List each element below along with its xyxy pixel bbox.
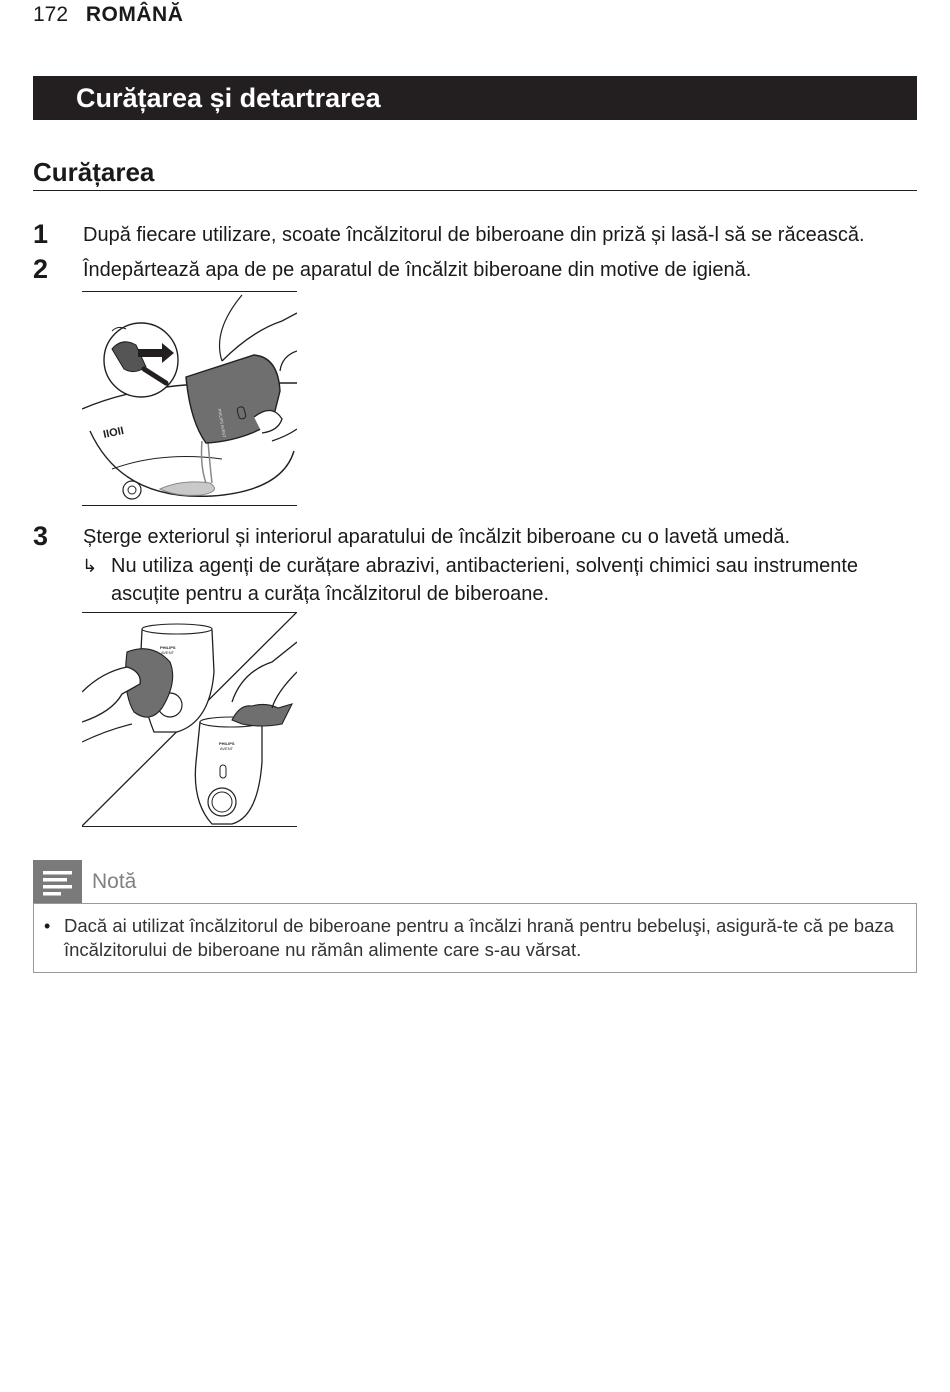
subsection-heading xyxy=(33,154,917,191)
note-lines-icon xyxy=(33,860,82,903)
page-number: 172 xyxy=(33,3,69,26)
jug-brand-label: PHILIPS AVENT xyxy=(217,408,228,439)
lower-warmer-brand-2: AVENT xyxy=(220,746,234,751)
note-title: Notă xyxy=(92,870,137,893)
bullet: • xyxy=(44,916,51,936)
upper-warmer-brand-2: AVENT xyxy=(161,650,175,655)
step-3-warning xyxy=(82,552,902,608)
step-number: 1 xyxy=(33,219,49,249)
warning-text: Nu utiliza agenți de curățare abrazivi, antibacterieni, solvenți chimici sau instrumente ascuțite pentru a curăța încălzitorul de biberoane. xyxy=(111,555,859,605)
step-text: Îndepărtează apa de pe aparatul de încălzit biberoane din motive de igienă. xyxy=(83,259,752,281)
step-number: 2 xyxy=(33,254,49,284)
result-arrow-icon: ↳ xyxy=(82,556,98,576)
lower-warmer-brand-1: PHILIPS xyxy=(219,741,235,746)
step-text: După fiecare utilizare, scoate încălzitorul de biberoane din priză și lasă-l să se răcească. xyxy=(83,224,865,246)
language-label: ROMÂNĂ xyxy=(85,3,184,26)
section-title: Curățarea și detartrarea xyxy=(76,83,381,113)
note-box xyxy=(33,903,917,973)
page-header xyxy=(33,2,183,28)
svg-text:IIOII: IIOII xyxy=(102,424,125,441)
wipe-warmer-illustration xyxy=(82,612,297,827)
step-number: 3 xyxy=(33,521,49,551)
upper-warmer-brand-1: PHILIPS xyxy=(160,645,176,650)
unplug-and-pour-illustration xyxy=(82,291,297,506)
section-title-bar xyxy=(33,76,917,120)
step-text: Șterge exteriorul și interiorul aparatului de încălzit biberoane cu o lavetă umedă. xyxy=(83,526,791,548)
subsection-title: Curățarea xyxy=(33,157,155,187)
note-text: Dacă ai utilizat încălzitorul de biberoane pentru a încălzi hrană pentru bebeluşi, asigură-te că pe baza încălzitorului de biberoane nu rămân alimente care s-au vărsat. xyxy=(64,915,894,960)
